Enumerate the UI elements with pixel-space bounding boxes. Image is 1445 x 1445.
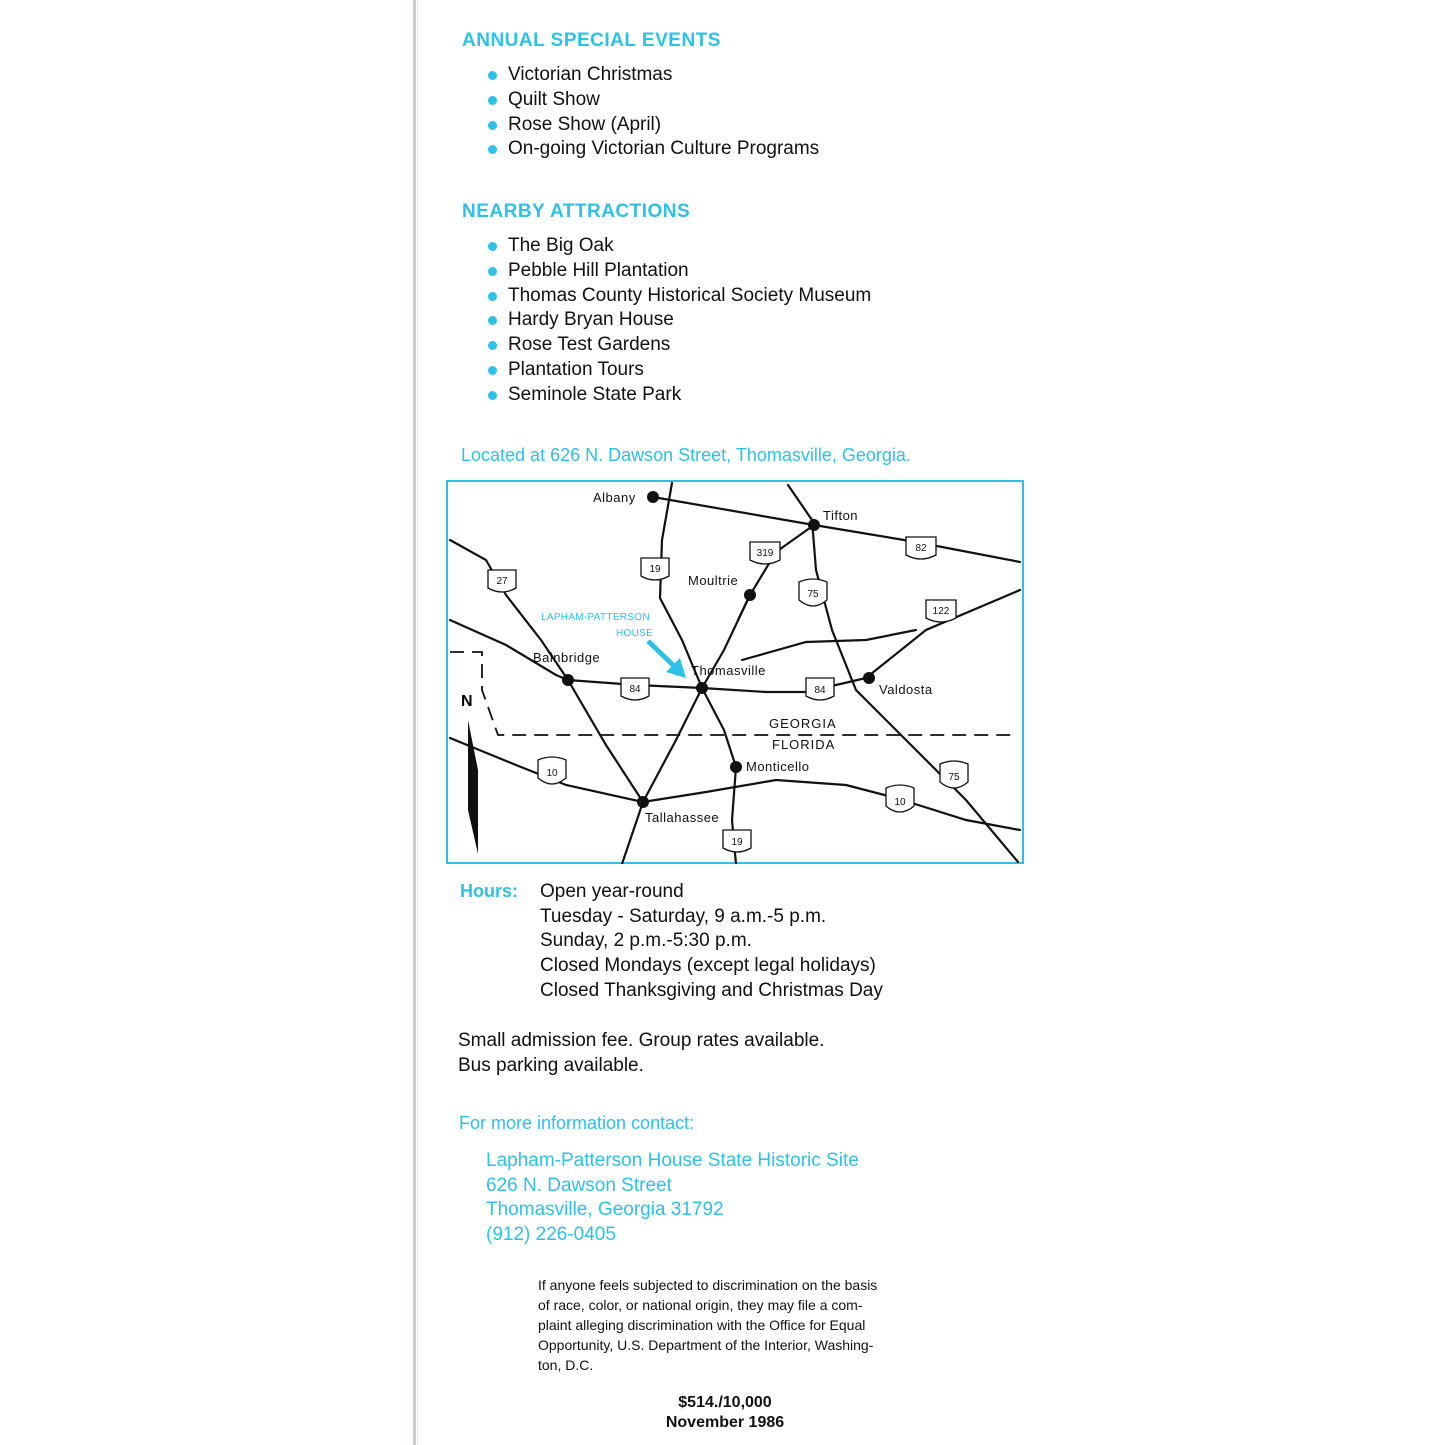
discrimination-notice	[538, 1275, 930, 1375]
svg-text:19: 19	[649, 564, 661, 575]
svg-text:19: 19	[731, 837, 743, 848]
area-map	[446, 480, 1024, 864]
route-shield-319	[750, 542, 780, 564]
attractions-list	[486, 234, 871, 408]
print-cost: $514./10,000	[678, 1394, 772, 1411]
route-shield-84-west	[621, 678, 649, 700]
bullet-icon	[488, 121, 497, 130]
svg-text:82: 82	[915, 543, 927, 554]
svg-text:75: 75	[807, 589, 819, 600]
bullet-icon	[488, 71, 497, 80]
contact-phone: (912) 226-0405	[486, 1224, 616, 1246]
state-label-georgia: GEORGIA	[769, 716, 837, 731]
print-date: November 1986	[665, 1414, 785, 1431]
notice-line: If anyone feels subjected to discrimination on the basis	[538, 1277, 878, 1293]
list-item: Rose Show (April)	[486, 113, 819, 138]
bullet-icon	[488, 242, 497, 251]
svg-text:LAPHAM-PATTERSON: LAPHAM-PATTERSON	[541, 612, 650, 623]
bullet-icon	[488, 96, 497, 105]
list-item: Rose Test Gardens	[486, 333, 871, 358]
svg-text:10: 10	[894, 797, 906, 808]
city-label-albany: Albany	[593, 490, 636, 505]
bullet-icon	[488, 341, 497, 350]
hours-line: Closed Mondays (except legal holidays)	[540, 955, 876, 977]
city-label-tifton: Tifton	[823, 508, 859, 523]
city-label-moultrie: Moultrie	[688, 573, 739, 588]
bullet-icon	[488, 292, 497, 301]
city-dot-monticello	[730, 761, 742, 773]
city-dot-tifton	[808, 519, 820, 531]
route-shield-i10-east	[886, 785, 914, 812]
admission-line: Small admission fee. Group rates available.	[458, 1030, 825, 1051]
attractions-heading: NEARBY ATTRACTIONS	[462, 201, 691, 222]
city-dot-moultrie	[744, 589, 756, 601]
notice-line: Opportunity, U.S. Department of the Interior, Washing-	[538, 1337, 874, 1353]
hours-line: Tuesday - Saturday, 9 a.m.-5 p.m.	[540, 905, 827, 927]
route-shield-19-north	[641, 558, 669, 580]
route-shield-27	[488, 570, 516, 592]
city-label-monticello: Monticello	[746, 759, 810, 774]
bullet-icon	[488, 145, 497, 154]
city-dot-tallahassee	[637, 796, 649, 808]
list-item: On-going Victorian Culture Programs	[486, 137, 819, 162]
admission-line: Bus parking available.	[458, 1054, 644, 1076]
hours-lines	[540, 880, 883, 1004]
list-item: The Big Oak	[486, 234, 871, 259]
svg-text:319: 319	[756, 548, 774, 559]
svg-text:27: 27	[496, 576, 508, 587]
city-dot-thomasville	[696, 682, 708, 694]
route-shield-82	[906, 537, 936, 559]
svg-text:75: 75	[948, 772, 960, 783]
bullet-icon	[488, 366, 497, 375]
list-item: Hardy Bryan House	[486, 308, 871, 333]
hours-line: Sunday, 2 p.m.-5:30 p.m.	[540, 930, 752, 952]
hours-label: Hours:	[460, 881, 518, 901]
hours-line: Closed Thanksgiving and Christmas Day	[540, 979, 883, 1001]
notice-line: of race, color, or national origin, they may file a com-	[538, 1297, 863, 1313]
north-label: N	[461, 693, 473, 710]
city-label-bainbridge: Bainbridge	[533, 650, 601, 665]
contact-intro: For more information contact:	[459, 1113, 695, 1133]
contact-address	[486, 1149, 859, 1248]
route-shield-19-south	[723, 830, 751, 852]
svg-text:10: 10	[546, 768, 558, 779]
svg-text:84: 84	[814, 685, 826, 696]
admission-info	[458, 1029, 824, 1078]
route-shield-i75-south	[940, 761, 968, 788]
route-shield-i75-north	[799, 579, 827, 606]
bullet-icon	[488, 316, 497, 325]
bullet-icon	[488, 391, 497, 400]
city-dot-valdosta	[863, 672, 875, 684]
hours-line: Open year-round	[540, 881, 684, 902]
list-item: Victorian Christmas	[486, 63, 819, 88]
list-item: Plantation Tours	[486, 358, 871, 383]
svg-text:84: 84	[629, 684, 641, 695]
contact-line: 626 N. Dawson Street	[486, 1174, 672, 1196]
svg-text:HOUSE: HOUSE	[616, 628, 654, 639]
city-label-tallahassee: Tallahassee	[645, 810, 720, 825]
route-shield-122	[926, 600, 956, 622]
list-item: Seminole State Park	[486, 383, 871, 408]
route-shield-i10-west	[538, 757, 566, 784]
location-text: Located at 626 N. Dawson Street, Thomasville, Georgia.	[461, 445, 911, 465]
events-heading: ANNUAL SPECIAL EVENTS	[462, 30, 721, 51]
city-dot-albany	[647, 491, 659, 503]
list-item: Pebble Hill Plantation	[486, 259, 871, 284]
page-fold-shadow	[417, 0, 418, 1445]
city-label-thomasville: Thomasville	[691, 663, 766, 678]
events-list	[486, 63, 819, 162]
list-item: Thomas County Historical Society Museum	[486, 284, 871, 309]
city-dot-bainbridge	[562, 674, 574, 686]
route-shield-84-east	[806, 678, 834, 700]
city-label-valdosta: Valdosta	[879, 682, 933, 697]
notice-line: plaint alleging discrimination with the Office for Equal	[538, 1317, 866, 1333]
contact-line: Lapham-Patterson House State Historic Site	[486, 1150, 859, 1171]
bullet-icon	[488, 267, 497, 276]
notice-line: ton, D.C.	[538, 1357, 594, 1373]
svg-text:122: 122	[932, 606, 950, 617]
contact-line: Thomasville, Georgia 31792	[486, 1199, 724, 1221]
state-label-florida: FLORIDA	[772, 737, 836, 752]
page-fold-edge	[413, 0, 416, 1445]
list-item: Quilt Show	[486, 88, 819, 113]
